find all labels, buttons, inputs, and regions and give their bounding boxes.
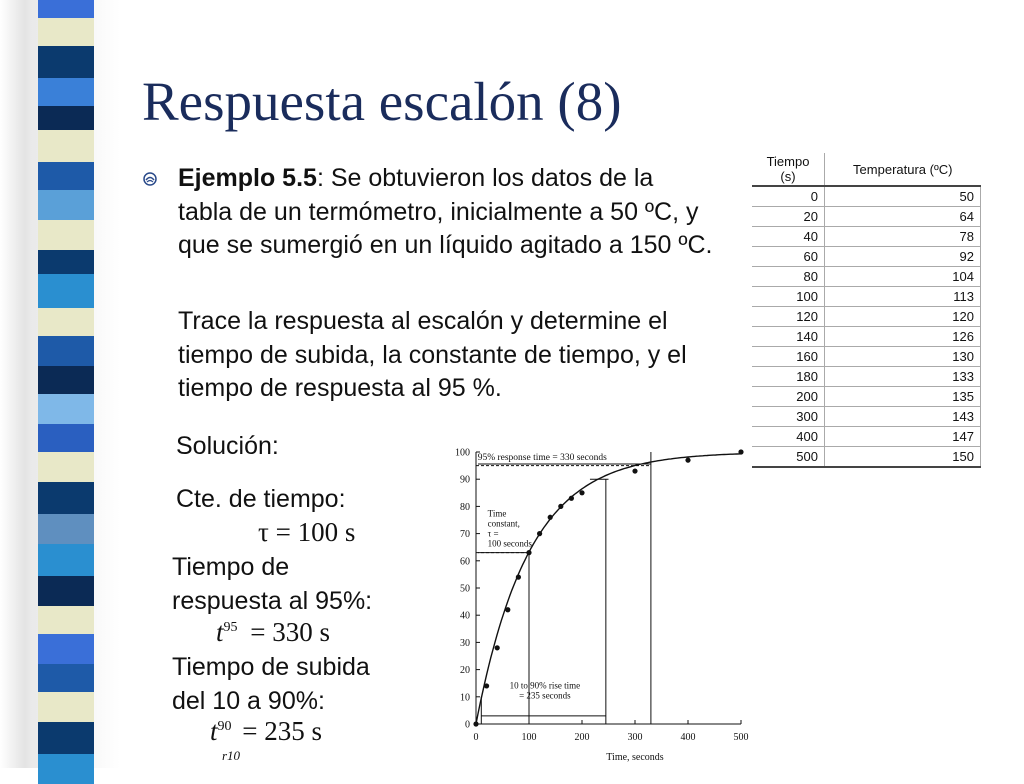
rise-time-value: = 235 s — [242, 716, 322, 746]
annotation-time-constant: 100 seconds — [487, 538, 532, 549]
rise-time-superscript: 90 — [217, 719, 232, 734]
strip-block — [38, 162, 94, 190]
strip-block — [38, 250, 94, 274]
y-tick-label: 30 — [460, 637, 470, 649]
strip-block — [38, 664, 94, 692]
y-tick-label: 20 — [460, 665, 470, 677]
table-row — [752, 186, 981, 207]
table-cell-time: 160 — [752, 347, 825, 367]
table-row — [752, 307, 981, 327]
table-row — [752, 407, 981, 427]
response-time-value: = 330 s — [250, 617, 330, 647]
y-tick-label: 0 — [465, 719, 470, 731]
y-tick-label: 80 — [460, 501, 470, 513]
strip-block — [38, 366, 94, 394]
table-row — [752, 447, 981, 468]
strip-block — [38, 308, 94, 336]
table-cell-time: 400 — [752, 427, 825, 447]
x-axis-label: Time, seconds — [606, 752, 664, 763]
y-tick-label: 70 — [460, 529, 470, 541]
strip-block — [38, 394, 94, 424]
data-point — [516, 575, 521, 580]
table-cell-time: 20 — [752, 207, 825, 227]
strip-block — [38, 220, 94, 250]
table-cell-temperature: 150 — [825, 447, 981, 468]
strip-block — [38, 106, 94, 130]
response-time-equation — [216, 617, 330, 648]
example-label: Ejemplo 5.5 — [178, 164, 317, 192]
table-cell-temperature: 64 — [825, 207, 981, 227]
strip-block — [38, 46, 94, 78]
strip-block — [38, 130, 94, 162]
table-row — [752, 227, 981, 247]
table-cell-time: 180 — [752, 367, 825, 387]
x-tick-label: 300 — [627, 732, 643, 743]
y-tick-label: 40 — [460, 610, 470, 622]
table-cell-time: 200 — [752, 387, 825, 407]
rise-time-subscript: r10 — [222, 748, 241, 763]
x-tick-label: 0 — [473, 732, 479, 743]
step-response-chart — [440, 420, 770, 768]
data-point — [632, 468, 637, 473]
table-cell-time: 40 — [752, 227, 825, 247]
table-cell-time: 120 — [752, 307, 825, 327]
strip-block — [38, 482, 94, 514]
table-cell-temperature: 143 — [825, 407, 981, 427]
table-row — [752, 327, 981, 347]
data-point — [548, 515, 553, 520]
table-cell-temperature: 126 — [825, 327, 981, 347]
table-cell-temperature: 78 — [825, 227, 981, 247]
strip-block — [38, 754, 94, 784]
table-row — [752, 367, 981, 387]
annotation-time-constant: constant, — [487, 518, 520, 529]
annotation-time-constant: τ = — [487, 528, 499, 539]
data-point — [569, 496, 574, 501]
table-row — [752, 267, 981, 287]
table-row — [752, 387, 981, 407]
strip-block — [38, 606, 94, 634]
y-tick-label: 60 — [460, 556, 470, 568]
rise-time-equation — [210, 716, 322, 747]
y-tick-label: 90 — [460, 474, 470, 486]
example-text: : Se obtuvieron los datos de la tabla de un termómetro, inicialmente a 50 ºC, y que se sumergió en un líquido agitado a 150 ºC. — [178, 164, 713, 259]
table-cell-time: 100 — [752, 287, 825, 307]
rise-time-label-2: del 10 a 90%: — [172, 687, 325, 715]
data-point — [579, 490, 584, 495]
table-header-time: Tiempo (s) — [752, 153, 825, 186]
annotation-rise-time: = 235 seconds — [519, 690, 571, 701]
strip-block — [38, 190, 94, 220]
table-cell-temperature: 120 — [825, 307, 981, 327]
time-constant-equation: τ = 100 s — [258, 517, 356, 547]
y-tick-label: 50 — [460, 583, 470, 595]
table-cell-temperature: 133 — [825, 367, 981, 387]
response-time-label-2: respuesta al 95%: — [172, 587, 373, 615]
x-tick-label: 200 — [574, 732, 590, 743]
strip-block — [38, 722, 94, 754]
strip-block — [38, 78, 94, 106]
data-table — [752, 153, 981, 468]
data-point — [537, 531, 542, 536]
annotation-time-constant: Time — [487, 508, 507, 519]
strip-block — [38, 18, 94, 46]
bullet-swirl-icon — [143, 172, 157, 186]
instruction-paragraph: Trace la respuesta al escalón y determine el tiempo de subida, la constante de tiempo, y el tiempo de respuesta al 95 %. — [178, 307, 687, 402]
rise-time-symbol: t — [210, 716, 218, 746]
strip-block — [38, 274, 94, 308]
table-row — [752, 207, 981, 227]
table-row — [752, 427, 981, 447]
table-row — [752, 287, 981, 307]
table-cell-time: 140 — [752, 327, 825, 347]
y-tick-label: 10 — [460, 692, 470, 704]
data-point — [505, 607, 510, 612]
table-cell-time: 300 — [752, 407, 825, 427]
annotation-rise-time: 10 to 90% rise time — [509, 680, 581, 691]
table-cell-temperature: 135 — [825, 387, 981, 407]
table-cell-temperature: 113 — [825, 287, 981, 307]
example-paragraph — [178, 162, 713, 263]
data-point — [484, 683, 489, 688]
response-time-superscript: 95 — [223, 620, 238, 635]
table-cell-temperature: 50 — [825, 186, 981, 207]
strip-block — [38, 452, 94, 482]
x-tick-label: 100 — [521, 732, 537, 743]
table-row — [752, 347, 981, 367]
table-cell-temperature: 104 — [825, 267, 981, 287]
table-header-temperature: Temperatura (ºC) — [825, 153, 981, 186]
table-cell-time: 80 — [752, 267, 825, 287]
strip-block — [38, 576, 94, 606]
data-point — [473, 721, 478, 726]
x-tick-label: 400 — [680, 732, 696, 743]
y-tick-label: 100 — [455, 447, 470, 459]
data-point — [558, 504, 563, 509]
x-tick-label: 500 — [733, 732, 749, 743]
table-row — [752, 247, 981, 267]
strip-block — [38, 544, 94, 576]
data-point — [685, 458, 690, 463]
time-constant-label: Cte. de tiempo: — [176, 485, 346, 513]
strip-block — [38, 634, 94, 664]
strip-block — [38, 514, 94, 544]
data-point — [738, 449, 743, 454]
table-header-row — [752, 153, 981, 186]
table-cell-time: 60 — [752, 247, 825, 267]
table-cell-time: 500 — [752, 447, 825, 468]
solution-label: Solución: — [176, 432, 279, 460]
strip-block — [38, 0, 94, 18]
table-cell-temperature: 92 — [825, 247, 981, 267]
strip-block — [38, 424, 94, 452]
decorative-strip — [0, 0, 120, 768]
rise-time-label-1: Tiempo de subida — [172, 653, 370, 681]
table-cell-temperature: 147 — [825, 427, 981, 447]
table-cell-temperature: 130 — [825, 347, 981, 367]
data-point — [495, 645, 500, 650]
strip-block — [38, 336, 94, 366]
response-time-symbol: t — [216, 617, 224, 647]
slide-title: Respuesta escalón (8) — [142, 71, 622, 132]
strip-block — [38, 692, 94, 722]
response-time-label-1: Tiempo de — [172, 553, 290, 581]
annotation-95-response: 95% response time = 330 seconds — [477, 453, 607, 463]
table-cell-time: 0 — [752, 186, 825, 207]
